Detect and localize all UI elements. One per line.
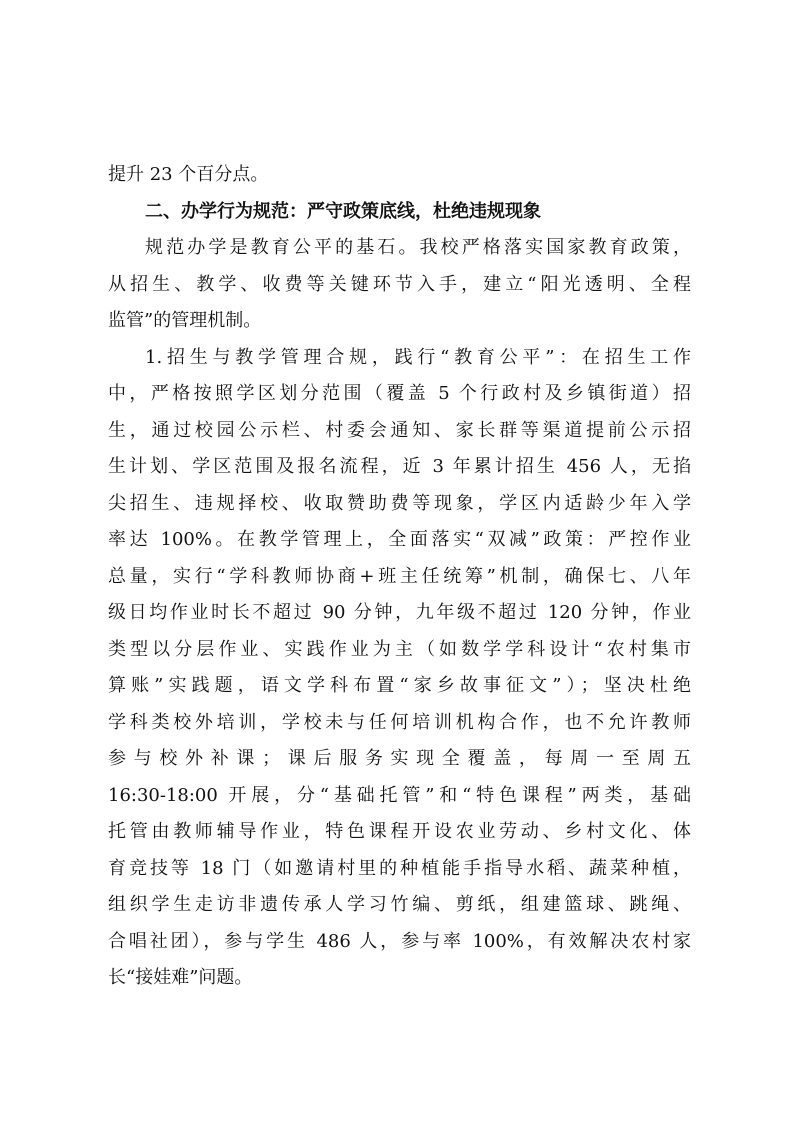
text-line: 1.招生与教学管理合规，践行“教育公平”：在招生工作: [145, 346, 691, 368]
text-line: 尖招生、违规择校、收取赞助费等现象，学区内适龄少年入学: [108, 492, 691, 514]
text-line: 提升 23 个百分点。: [108, 164, 269, 185]
paragraph: [108, 340, 691, 997]
text-line: 规范办学是教育公平的基石。我校严格落实国家教育政策，: [145, 237, 691, 258]
text-line: 生计划、学区范围及报名流程，近 3 年累计招生 456 人，无掐: [108, 456, 691, 477]
text-line: 中，严格按照学区划分范围（覆盖 5 个行政村及乡镇街道）招: [108, 383, 691, 404]
text-line: 学科类校外培训，学校未与任何培训机构合作，也不允许教师: [108, 711, 691, 733]
text-line: 总量，实行“学科教师协商+班主任统筹”机制，确保七、八年: [108, 565, 691, 587]
paragraph: [108, 157, 691, 194]
text-line: 长“接娃难”问题。: [108, 967, 253, 988]
text-line: 参与校外补课；课后服务实现全覆盖，每周一至周五: [108, 748, 691, 769]
text-line: 生，通过校园公示栏、村委会通知、家长群等渠道提前公示招: [108, 419, 691, 441]
text-line: 二、办学行为规范：严守政策底线，杜绝违规现象: [145, 200, 541, 222]
text-line: 16:30-18:00 开展，分“基础托管”和“特色课程”两类，基础: [108, 784, 691, 806]
document-page: [108, 157, 691, 997]
text-line: 监管”的管理机制。: [108, 310, 262, 331]
text-line: 托管由教师辅导作业，特色课程开设农业劳动、乡村文化、体: [108, 821, 691, 842]
text-line: 类型以分层作业、实践作业为主（如数学学科设计“农村集市: [108, 638, 691, 660]
text-line: 育竞技等 18 门（如邀请村里的种植能手指导水稻、蔬菜种植，: [108, 857, 691, 879]
text-line: 率达 100%。在教学管理上，全面落实“双减”政策：严控作业: [108, 529, 691, 550]
text-line: 组织学生走访非遗传承人学习竹编、剪纸，组建篮球、跳绳、: [108, 894, 691, 915]
paragraph: [108, 230, 691, 340]
text-line: 级日均作业时长不超过 90 分钟，九年级不超过 120 分钟，作业: [108, 602, 691, 623]
text-line: 算账”实践题，语文学科布置“家乡故事征文”）；坚决杜绝: [108, 675, 691, 696]
text-line: 合唱社团），参与学生 486 人，参与率 100%，有效解决农村家: [108, 930, 691, 952]
section-heading: [108, 194, 691, 231]
text-line: 从招生、教学、收费等关键环节入手，建立“阳光透明、全程: [108, 273, 691, 295]
